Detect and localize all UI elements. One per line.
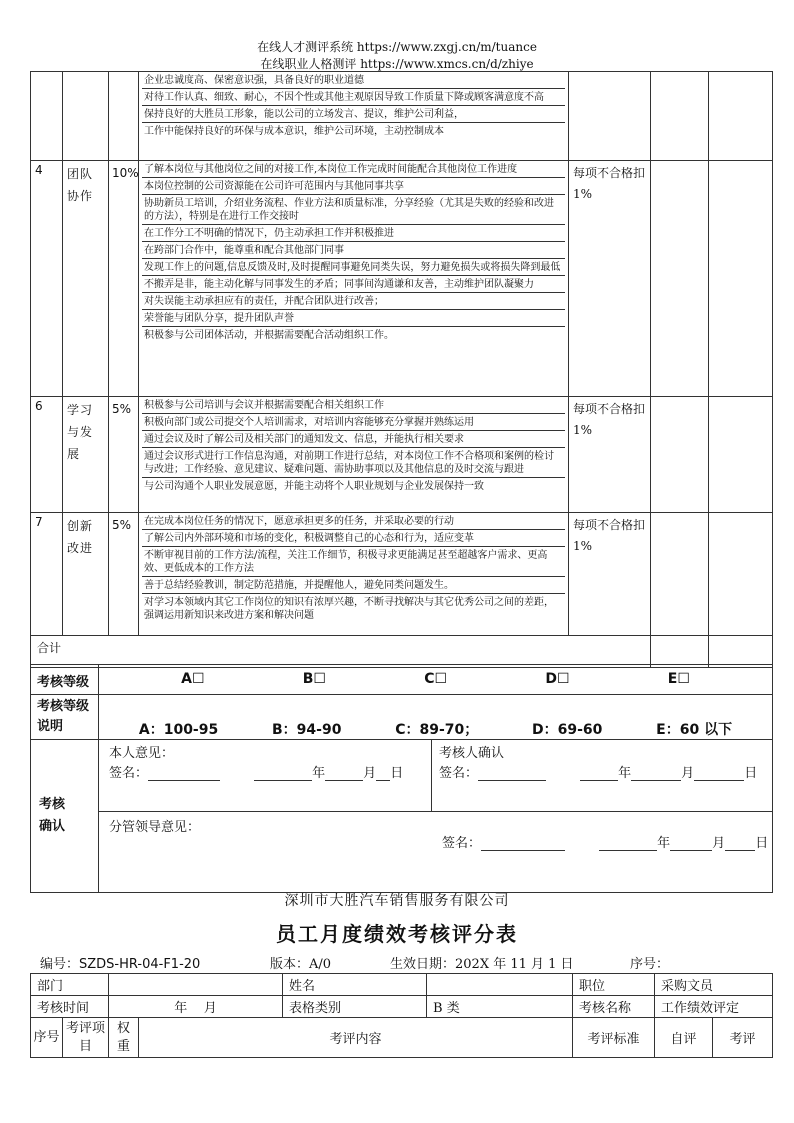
criteria-line: 工作中能保持良好的环保与成本意识，维护公司环境，主动控制成本 [144, 126, 444, 137]
grade-range-c: C：89-70； [395, 722, 479, 738]
self-opinion-label: 本人意见： [109, 746, 175, 761]
position-label: 职位 [573, 974, 655, 996]
assess-name-label: 考核名称 [573, 996, 655, 1018]
assess-score-cell[interactable] [709, 513, 773, 636]
grade-label: 考核等级 [31, 665, 99, 695]
assessment-standard: 每项不合格扣 1% [569, 513, 651, 636]
criteria-line: 积极参与公司培训与会议并根据需要配合相关组织工作 [142, 397, 565, 414]
table-row [31, 740, 773, 893]
criteria-line: 不搬弄是非，能主动化解与同事发生的矛盾；同事间沟通谦和友善，主动维护团队凝聚力 [142, 276, 565, 293]
form-version: 版本：A/0 [270, 957, 332, 972]
criteria-line: 荣誉能与团队分享，提升团队声誉 [142, 310, 565, 327]
table-row [31, 996, 773, 1018]
col-content-header: 考评内容 [139, 1018, 573, 1058]
grade-option-b[interactable]: B☐ [302, 671, 326, 687]
criteria-line: 在跨部门合作中，能尊重和配合其他部门同事 [142, 242, 565, 259]
grade-ranges [102, 695, 769, 739]
criteria-line: 了解公司内外部环境和市场的变化，积极调整自己的心态和行为，适应变革 [142, 530, 565, 547]
company-name: 深圳市大胜汽车销售服务有限公司 [284, 893, 510, 909]
assess-total-cell[interactable] [709, 636, 773, 668]
grade-option-e[interactable]: E☐ [667, 671, 690, 687]
assessment-item: 团队协作 [63, 161, 109, 397]
self-sign-row[interactable]: 签名： 年 月 日 [109, 766, 404, 781]
grade-range-a: A：100-95 [138, 722, 219, 738]
criteria-line: 对学习本领域内其它工作岗位的知识有浓厚兴趣，不断寻找解决与其它优秀公司之间的差距，强调运用新知识来改进方案和解决问题 [144, 597, 554, 621]
table-row [31, 397, 773, 513]
grade-option-c[interactable]: C☐ [424, 671, 448, 687]
assessment-item: 学习与发展 [63, 397, 109, 513]
col-weight-header: 权重 [109, 1018, 139, 1058]
assess-name-value: 工作绩效评定 [655, 996, 773, 1018]
criteria-line: 积极向部门或公司提交个人培训需求，对培训内容能够充分掌握并熟练运用 [142, 414, 565, 431]
criteria-line: 通过会议形式进行工作信息沟通，对前期工作进行总结，对本岗位工作不合格项和案例的检讨与改进；工作经验、意见建议、疑难问题、需协助事项以及其他信息的及时交流与跟进 [142, 448, 565, 478]
grade-range-d: D：69-60 [532, 722, 603, 738]
self-score-cell[interactable] [651, 513, 709, 636]
assess-score-cell[interactable] [709, 161, 773, 397]
criteria-line: 在工作分工不明确的情况下，仍主动承担工作并积极推进 [142, 225, 565, 242]
criteria-line: 不断审视目前的工作方法/流程，关注工作细节，积极寻求更能满足甚至超越客户需求、更高效、更低成本的工作方法 [142, 547, 565, 577]
dept-label: 部门 [31, 974, 109, 996]
row-number: 6 [31, 397, 63, 513]
weight: 5% [109, 397, 139, 513]
confirm-label: 考核确认 [39, 797, 66, 834]
col-standard-header: 考评标准 [573, 1018, 655, 1058]
form-code: 编号：SZDS-HR-04-F1-20 [40, 957, 201, 972]
row-number: 4 [31, 161, 63, 397]
period-value[interactable]: 年 月 [109, 996, 283, 1018]
assessor-confirm-label: 考核人确认 [439, 746, 505, 761]
grade-option-a[interactable]: A☐ [181, 671, 205, 687]
effective-date: 生效日期：202X 年 11 月 1 日 [390, 957, 574, 972]
grade-desc-label: 考核等级说明 [31, 695, 99, 740]
assessment-standard: 每项不合格扣 1% [569, 397, 651, 513]
form-title: 员工月度绩效考核评分表 [276, 922, 518, 946]
name-value[interactable] [427, 974, 573, 996]
leader-sign-row[interactable]: 签名： 年 月 日 [442, 836, 769, 851]
criteria-line: 对待工作认真、细致、耐心，不因个性或其他主观原因导致工作质量下降或顾客满意度不高 [142, 89, 565, 106]
grade-range-e: E：60 以下 [656, 722, 733, 738]
name-label: 姓名 [283, 974, 427, 996]
criteria-line: 发现工作上的问题,信息反馈及时,及时提醒同事避免同类失误，努力避免损失或将损失降到最低 [142, 259, 565, 276]
form-type-value: B 类 [427, 996, 573, 1018]
grade-range-b: B：94-90 [271, 722, 342, 738]
assessment-standard: 每项不合格扣 1% [569, 161, 651, 397]
col-assess-header: 考评 [713, 1018, 773, 1058]
position-value: 采购文员 [655, 974, 773, 996]
criteria-line: 本岗位控制的公司资源能在公司许可范围内与其他同事共享 [142, 178, 565, 195]
self-total-cell[interactable] [651, 636, 709, 668]
criteria-line: 了解本岗位与其他岗位之间的对接工作,本岗位工作完成时间能配合其他岗位工作进度 [142, 161, 565, 178]
criteria-line: 通过会议及时了解公司及相关部门的通知发文、信息，并能执行相关要求 [142, 431, 565, 448]
table-row [31, 695, 773, 740]
total-label: 合计 [31, 636, 651, 668]
assess-score-cell[interactable] [709, 397, 773, 513]
criteria-line: 在完成本岗位任务的情况下，愿意承担更多的任务，并采取必要的行动 [142, 513, 565, 530]
table-row [31, 636, 773, 668]
row-number: 7 [31, 513, 63, 636]
criteria-table [30, 71, 773, 668]
header-line-1: 在线人才测评系统 https://www.zxgj.cn/m/tuance [257, 40, 537, 54]
col-no-header: 序号 [31, 1018, 63, 1058]
info-table [30, 973, 773, 1058]
self-score-cell[interactable] [651, 161, 709, 397]
criteria-line: 对失误能主动承担应有的责任，并配合团队进行改善； [142, 293, 565, 310]
col-item-header: 考评项目 [63, 1018, 109, 1058]
period-label: 考核时间 [31, 996, 109, 1018]
criteria-line: 企业忠诚度高、保密意识强，具备良好的职业道德 [142, 72, 565, 89]
table-row [31, 1018, 773, 1058]
criteria-line: 积极参与公司团体活动，并根据需要配合活动组织工作。 [144, 330, 394, 341]
sequence-label: 序号： [630, 957, 670, 972]
criteria-line: 与公司沟通个人职业发展意愿，并能主动将个人职业规划与企业发展保持一致 [144, 481, 484, 492]
criteria-line: 保持良好的大胜员工形象，能以公司的立场发言、提议，维护公司利益， [142, 106, 565, 123]
table-row [31, 974, 773, 996]
table-row [31, 161, 773, 397]
weight: 5% [109, 513, 139, 636]
header-line-2: 在线职业人格测评 https://www.xmcs.cn/d/zhiye [260, 57, 534, 71]
table-row [31, 665, 773, 695]
grade-table [30, 664, 773, 893]
criteria-line: 协助新员工培训，介绍业务流程、作业方法和质量标准，分享经验（尤其是失败的经验和改进的方法），特别是在进行工作交接时 [142, 195, 565, 225]
leader-opinion-label: 分管领导意见： [109, 820, 201, 835]
criteria-line: 善于总结经验教训，制定防范措施，并提醒他人，避免同类问题发生。 [142, 577, 565, 594]
form-type-label: 表格类别 [283, 996, 427, 1018]
self-score-cell[interactable] [651, 397, 709, 513]
weight: 10% [109, 161, 139, 397]
grade-options [102, 665, 769, 687]
table-row [31, 513, 773, 636]
col-self-header: 自评 [655, 1018, 713, 1058]
grade-option-d[interactable]: D☐ [545, 671, 570, 687]
table-row [31, 72, 773, 161]
assessor-sign-row[interactable]: 签名： 年 月 日 [439, 766, 758, 781]
dept-value[interactable] [109, 974, 283, 996]
assessment-item: 创新改进 [63, 513, 109, 636]
